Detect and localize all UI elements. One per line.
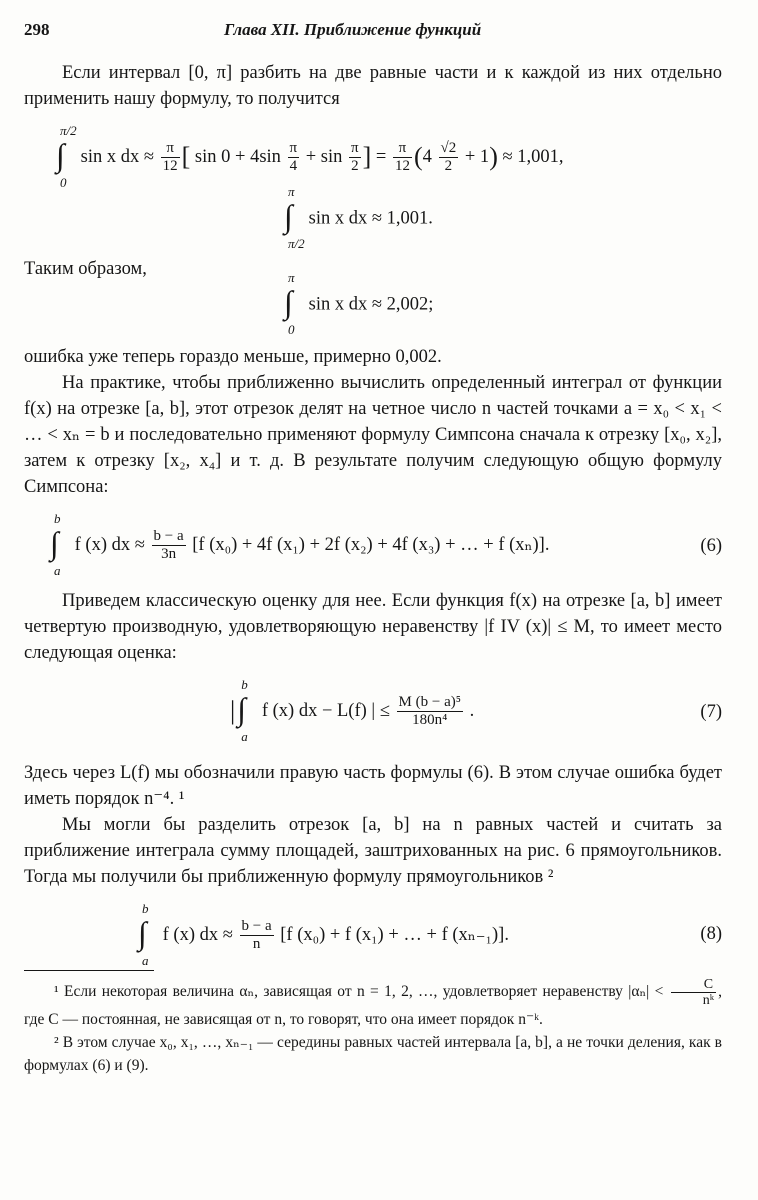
fraction: $\frac{b - a}{n}$ <box>241 918 272 952</box>
formula-text: sin 0 + 4sin <box>194 146 281 167</box>
paragraph-error: ошибка уже теперь гораздо меньше, примерно 0,002. <box>24 347 442 367</box>
page-number: 298 <box>24 20 50 39</box>
upper-limit: b <box>241 676 248 692</box>
paragraph-practice: На практике, чтобы приближенно вычислить определенный интеграл от функции f(x) на отрезке [a, b], этот отрезок делят на четное число n частей точками a = x₀ < x₁ < … < xₙ = b и последовательно применяют формулу Симпсона сначала к отрезку [x₀, x₂], затем к отрезку [x₂, x₄] и т. д. В результате получим следующую общую формулу Симпсона: <box>24 373 722 497</box>
formula-full-integral <box>282 270 722 337</box>
formula-text: 4 <box>422 146 432 167</box>
footnote-text: ¹ Если некоторая величина αₙ, зависящая от n = 1, 2, …, удовлетворяет неравенству |αₙ| < <box>54 983 664 1001</box>
lower-limit: π/2 <box>288 236 305 251</box>
running-head: Глава XII. Приближение функций <box>224 20 482 39</box>
paragraph-estimate: Приведем классическую оценку для нее. Если функция f(x) на отрезке [a, b] имеет четвертую производную, удовлетворяющую неравенству |f IV (x)| ≤ M, то имеет место следующая оценка: <box>24 591 722 663</box>
integral-sign: ∫ π π/2 <box>284 184 305 251</box>
page-header <box>24 16 722 46</box>
formula-second-half <box>282 184 722 251</box>
upper-limit: π/2 <box>60 122 77 138</box>
formula-text: | <box>230 695 236 725</box>
integrand: sin x dx ≈ 1,001. <box>308 208 433 229</box>
upper-limit: b <box>142 900 149 916</box>
paragraph-rectangles: Мы могли бы разделить отрезок [a, b] на n равных частей и считать за приближение интеграла сумму площадей, заштрихованных на рис. 6 прямоугольников. Тогда мы получили бы приближенную формулу прямоугольников ² <box>24 815 722 887</box>
fraction: $\frac{\pi}{12}$ <box>162 140 178 174</box>
integrand: f (x) dx − L(f) <box>261 700 367 721</box>
formula-half-integral: ∫ π/2 0 sin x dx ≈ $\frac{\pi}{12}$ [ sin 0 + 4sin $\frac{\pi}{4}$ + sin $\frac{\pi}{2}$ ] = $\frac{\pi}{12}$ (4 $\frac{√2}{2}$ + 1) ≈ 1,001, <box>56 122 564 190</box>
formula-text: + 1 <box>464 146 490 167</box>
integrand: sin x dx ≈ 2,002; <box>308 294 434 315</box>
upper-limit: b <box>54 510 61 526</box>
formula-error-estimate <box>24 676 722 746</box>
footnote-1 <box>24 977 722 1031</box>
lower-limit: 0 <box>60 174 67 190</box>
formula-text: [f (x₀) + f (x₁) + … + f (xₙ₋₁)]. <box>280 924 509 945</box>
formula-simpson <box>24 510 722 578</box>
upper-limit: π <box>288 270 295 285</box>
footnote-text: , где C — постоянная, не зависящая от n, то говорят, что она имеет порядок n⁻ᵏ. <box>24 983 722 1028</box>
paragraph-intro: Если интервал [0, π] разбить на две равные части и к каждой из них отдельно применить нашу формулу, то получится <box>24 63 722 109</box>
formula-text: = <box>375 146 387 167</box>
formula-text: ≈ 1,001, <box>502 146 564 167</box>
integrand: f (x) dx ≈ <box>162 924 233 945</box>
paragraph-order: Здесь через L(f) мы обозначили правую часть формулы (6). В этом случае ошибка будет иметь порядок n⁻⁴. ¹ <box>24 763 722 809</box>
upper-limit: π <box>288 184 295 199</box>
integral-sign: ∫ b a <box>138 900 149 968</box>
lower-limit: 0 <box>288 322 295 337</box>
paragraph-thus: Таким образом, <box>24 259 147 279</box>
formula-text: | ≤ <box>371 700 390 721</box>
fraction: $\frac{\pi}{4}$ <box>289 140 298 174</box>
equation-number: (7) <box>700 702 722 722</box>
equation-number: (6) <box>700 536 722 556</box>
fraction: $\frac{√2}{2}$ <box>440 140 457 174</box>
integrand: f (x) dx ≈ <box>74 534 145 555</box>
fraction: $\frac{\pi}{2}$ <box>351 140 359 174</box>
fraction: $\frac{b - a}{3n}$ <box>153 528 184 562</box>
formula-text: + sin <box>305 146 343 167</box>
integral-sign: ∫ π/2 0 <box>56 122 77 190</box>
integral-sign: ∫ b a <box>50 510 61 578</box>
integrand: sin x dx ≈ <box>80 146 154 167</box>
fraction: $\frac{\pi}{12}$ <box>394 140 410 174</box>
formula-text: [f (x₀) + 4f (x₁) + 2f (x₂) + 4f (x₃) + … + f (xₙ)]. <box>192 534 550 555</box>
formula-text: . <box>469 700 475 721</box>
footnote-rule <box>24 970 154 971</box>
fraction: $\frac{C}{\text{nᵏ}}$ <box>671 977 716 1008</box>
footnote-2: ² В этом случае x₀, x₁, …, xₙ₋₁ — середины равных частей интервала [a, b], а не точки деления, как в формулах (6) и (9). <box>24 1034 722 1074</box>
lower-limit: a <box>241 728 248 744</box>
fraction: $\frac{\text{M (b − a)⁵}}{\text{180n⁴}}$ <box>398 694 461 728</box>
integral-sign: ∫ π 0 <box>284 270 295 337</box>
lower-limit: a <box>54 562 61 578</box>
integral-sign: ∫ b a <box>237 676 248 744</box>
formula-rectangles <box>24 900 722 968</box>
lower-limit: a <box>142 952 149 968</box>
equation-number: (8) <box>700 924 722 944</box>
